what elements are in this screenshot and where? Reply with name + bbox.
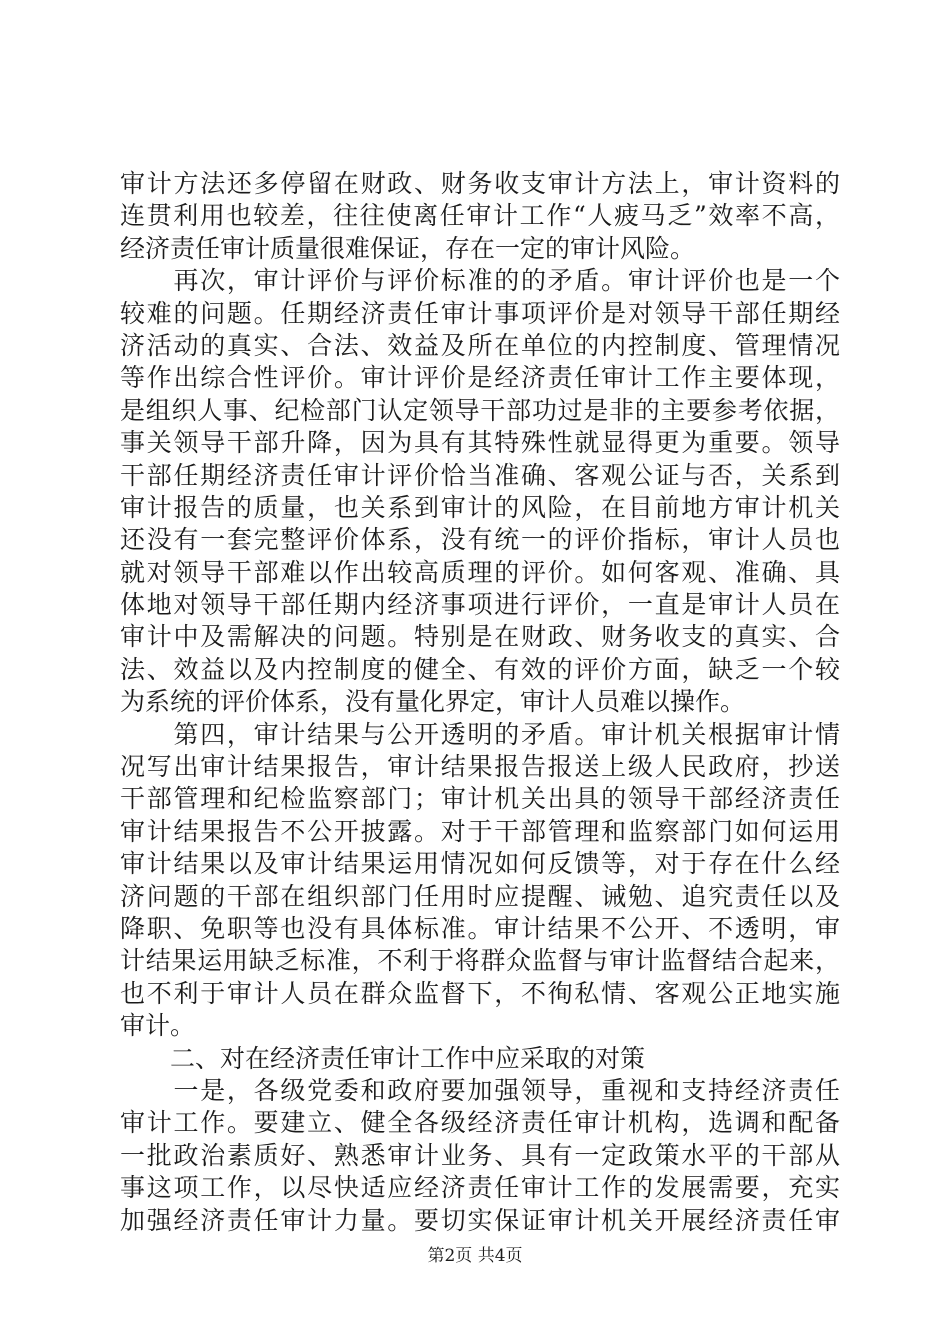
text-line: 较难的问题。任期经济责任审计事项评价是对领导干部任期经 [120, 298, 840, 328]
text-line: 二、对在经济责任审计工作中应采取的对策 [120, 1043, 646, 1073]
text-line: 审计结果报告不公开披露。对于干部管理和监察部门如何运用 [120, 816, 840, 846]
text-line: 事这项工作，以尽快适应经济责任审计工作的发展需要，充实 [120, 1173, 840, 1203]
page-footer [0, 1245, 950, 1267]
text-line: 审计。 [120, 1011, 196, 1041]
page-number-label: 第2页 共4页 [427, 1246, 523, 1266]
text-line: 况写出审计结果报告，审计结果报告报送上级人民政府，抄送 [120, 752, 840, 782]
text-line: 法、效益以及内控制度的健全、有效的评价方面，缺乏一个较 [120, 654, 840, 684]
text-line: 审计中及需解决的问题。特别是在财政、财务收支的真实、合 [120, 622, 840, 652]
text-line: 也不利于审计人员在群众监督下，不徇私情、客观公正地实施 [120, 978, 840, 1008]
text-line: 干部管理和纪检监察部门；审计机关出具的领导干部经济责任 [120, 784, 840, 814]
text-line: 加强经济责任审计力量。要切实保证审计机关开展经济责任审 [120, 1205, 840, 1235]
text-line: 体地对领导干部任期内经济事项进行评价，一直是审计人员在 [120, 590, 840, 620]
text-line: 等作出综合性评价。审计评价是经济责任审计工作主要体现， [120, 363, 840, 393]
document-body [120, 168, 840, 1237]
text-line: 为系统的评价体系，没有量化界定，审计人员难以操作。 [120, 687, 746, 717]
text-line: 一批政治素质好、熟悉审计业务、具有一定政策水平的干部从 [120, 1140, 840, 1170]
text-line: 连贯利用也较差，往往使离任审计工作“人疲马乏”效率不高， [120, 201, 840, 231]
text-line: 还没有一套完整评价体系，没有统一的评价指标，审计人员也 [120, 525, 840, 555]
text-line: 一是，各级党委和政府要加强领导，重视和支持经济责任 [120, 1075, 840, 1105]
text-line: 审计方法还多停留在财政、财务收支审计方法上，审计资料的 [120, 169, 840, 198]
text-line: 事关领导干部升降，因为具有其特殊性就显得更为重要。领导 [120, 428, 840, 458]
text-line: 济活动的真实、合法、效益及所在单位的内控制度、管理情况 [120, 330, 840, 360]
text-line: 济问题的干部在组织部门任用时应提醒、诫勉、追究责任以及 [120, 881, 840, 911]
text-line: 再次，审计评价与评价标准的的矛盾。审计评价也是一个 [120, 266, 840, 296]
text-line: 经济责任审计质量很难保证，存在一定的审计风险。 [120, 233, 696, 263]
text-line: 就对领导干部难以作出较高质理的评价。如何客观、准确、具 [120, 557, 840, 587]
text-line: 干部任期经济责任审计评价恰当准确、客观公证与否，关系到 [120, 460, 840, 490]
text-line: 审计工作。要建立、健全各级经济责任审计机构，选调和配备 [120, 1108, 840, 1138]
text-line: 审计结果以及审计结果运用情况如何反馈等，对于存在什么经 [120, 849, 840, 879]
text-line: 计结果运用缺乏标准，不利于将群众监督与审计监督结合起来， [120, 946, 840, 976]
text-line: 降职、免职等也没有具体标准。审计结果不公开、不透明，审 [120, 913, 840, 943]
text-line: 审计报告的质量，也关系到审计的风险，在目前地方审计机关 [120, 492, 840, 522]
text-line: 第四，审计结果与公开透明的矛盾。审计机关根据审计情 [120, 719, 840, 749]
text-line: 是组织人事、纪检部门认定领导干部功过是非的主要参考依据， [120, 395, 840, 425]
